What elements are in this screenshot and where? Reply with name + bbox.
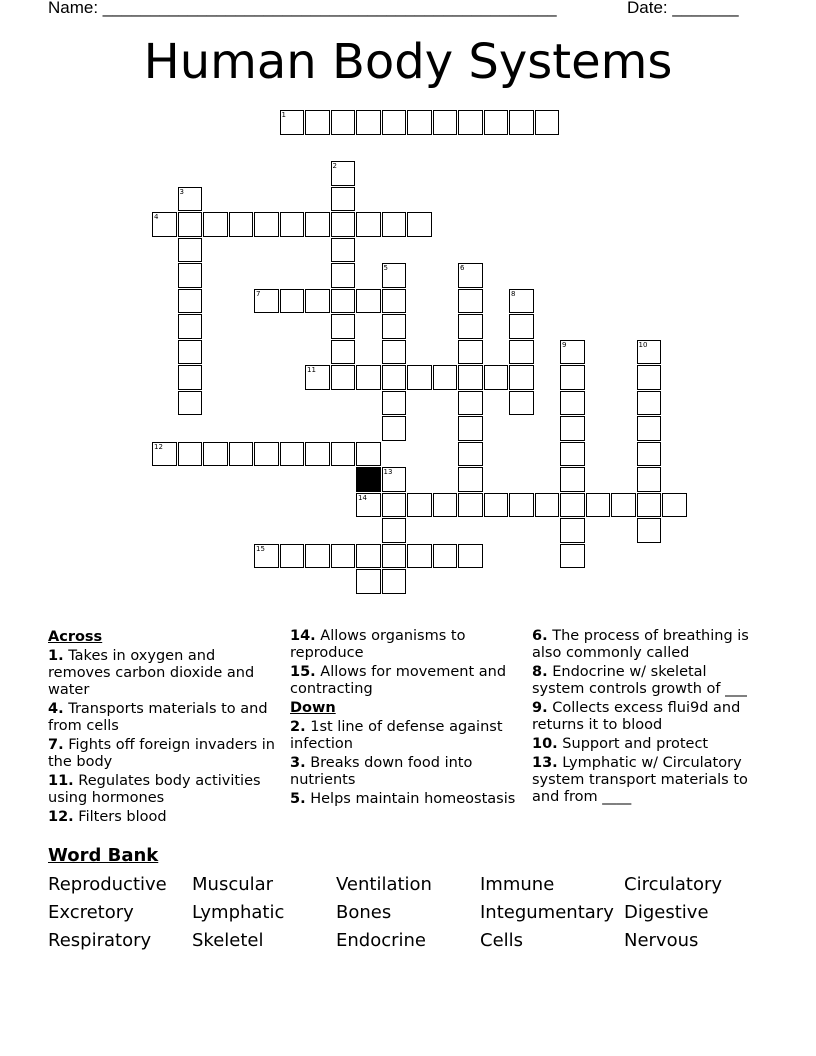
crossword-cell[interactable] <box>458 110 483 135</box>
word-bank-item: Respiratory <box>48 930 152 951</box>
clue-number: 9 <box>562 340 567 349</box>
crossword-cell[interactable] <box>331 544 356 569</box>
crossword-cell[interactable] <box>458 289 483 314</box>
clue-across-11: 11. Regulates body activities using hormones <box>48 773 261 806</box>
crossword-cell[interactable] <box>560 442 585 467</box>
clue-number: 11 <box>307 366 316 374</box>
clue-down-3: 3. Breaks down food into nutrients <box>290 755 473 788</box>
word-bank-item: Cells <box>480 930 524 951</box>
word-bank-item: Lymphatic <box>192 902 285 923</box>
crossword-cell[interactable] <box>178 238 203 263</box>
crossword-cell[interactable] <box>407 493 432 518</box>
clues-column-3 <box>532 628 762 808</box>
crossword-cell[interactable] <box>560 365 585 390</box>
clue-number: 3 <box>179 187 184 196</box>
crossword-cell[interactable] <box>280 442 305 467</box>
crossword-cell[interactable] <box>382 416 407 441</box>
crossword-cell[interactable] <box>637 365 662 390</box>
crossword-cell[interactable] <box>509 365 534 390</box>
clues-column-2 <box>290 628 520 810</box>
crossword-cell[interactable] <box>331 314 356 339</box>
page-title: Human Body Systems <box>143 34 673 90</box>
crossword-cell[interactable] <box>178 263 203 288</box>
crossword-cell[interactable] <box>637 416 662 441</box>
clue-down-5: 5. Helps maintain homeostasis <box>290 791 516 807</box>
crossword-cell[interactable] <box>382 544 407 569</box>
crossword-cell[interactable] <box>458 467 483 492</box>
crossword-cell[interactable] <box>535 110 560 135</box>
crossword-cell[interactable] <box>586 493 611 518</box>
clue-number: 1 <box>281 111 286 119</box>
clue-number: 7 <box>256 289 261 298</box>
crossword-cell[interactable] <box>560 391 585 416</box>
crossword-cell[interactable] <box>433 544 458 569</box>
clue-number: 13 <box>383 468 393 476</box>
crossword-cell[interactable] <box>178 212 203 237</box>
crossword-cell[interactable] <box>535 493 560 518</box>
word-bank-item: Skeletel <box>192 930 264 951</box>
clue-down-2: 2. 1st line of defense against infection <box>290 719 503 752</box>
crossword-cell[interactable] <box>560 467 585 492</box>
crossword-cell[interactable] <box>331 110 356 135</box>
crossword-cell[interactable] <box>331 238 356 263</box>
crossword-cell[interactable] <box>280 212 305 237</box>
word-bank-item: Nervous <box>624 930 699 951</box>
crossword-cell[interactable] <box>382 569 407 594</box>
crossword-cell[interactable] <box>382 493 407 518</box>
clue-across-14: 14. Allows organisms to reproduce <box>290 628 466 661</box>
word-bank-title: Word Bank <box>48 845 159 866</box>
word-bank-item: Immune <box>480 874 555 895</box>
crossword-cell[interactable] <box>433 110 458 135</box>
clue-number: 12 <box>154 442 163 451</box>
crossword-cell[interactable] <box>356 569 381 594</box>
crossword-cell[interactable] <box>458 493 483 518</box>
clue-number: 6 <box>460 264 465 272</box>
crossword-cell[interactable] <box>637 493 662 518</box>
word-bank-item: Endocrine <box>336 930 426 951</box>
crossword-cell[interactable] <box>560 518 585 543</box>
clue-number: 14 <box>358 493 367 502</box>
crossword-cell[interactable] <box>407 212 432 237</box>
crossword-cell[interactable] <box>560 493 585 518</box>
clue-number: 10 <box>638 340 648 349</box>
crossword-cell[interactable] <box>637 442 662 467</box>
crossword-cell[interactable] <box>382 365 407 390</box>
word-bank-item: Excretory <box>48 902 134 923</box>
crossword-cell[interactable] <box>637 518 662 543</box>
clue-number: 5 <box>383 264 388 272</box>
crossword-cell[interactable] <box>356 365 381 390</box>
crossword-cell[interactable] <box>458 365 483 390</box>
clue-down-13: 13. Lymphatic w/ Circulatory system transport materials to and from ____ <box>532 755 748 805</box>
crossword-cell[interactable] <box>382 518 407 543</box>
crossword-cell[interactable] <box>509 493 534 518</box>
clue-down-6: 6. The process of breathing is also commonly called <box>532 628 749 661</box>
crossword-cell[interactable] <box>509 314 534 339</box>
clue-down-10: 10. Support and protect <box>532 736 709 752</box>
crossword-cell[interactable] <box>178 442 203 467</box>
crossword-cell[interactable] <box>407 110 432 135</box>
clue-across-1: 1. Takes in oxygen and removes carbon dioxide and water <box>48 648 255 698</box>
word-bank-item: Bones <box>336 902 392 923</box>
crossword-cell[interactable] <box>331 212 356 237</box>
crossword-cell[interactable] <box>203 442 228 467</box>
clue-number: 2 <box>332 162 337 170</box>
crossword-cell[interactable] <box>382 110 407 135</box>
crossword-cell[interactable] <box>229 212 254 237</box>
crossword-cell[interactable] <box>484 110 509 135</box>
crossword-cell[interactable] <box>662 493 687 518</box>
black-square <box>356 467 381 492</box>
crossword-cell[interactable] <box>305 212 330 237</box>
crossword-cell[interactable] <box>458 442 483 467</box>
crossword-cell[interactable] <box>331 442 356 467</box>
crossword-cell[interactable] <box>178 365 203 390</box>
crossword-cell[interactable] <box>305 442 330 467</box>
crossword-cell[interactable] <box>458 416 483 441</box>
crossword-cell[interactable] <box>254 212 279 237</box>
crossword-cell[interactable] <box>229 442 254 467</box>
word-bank-item: Ventilation <box>336 874 432 895</box>
crossword-cell[interactable] <box>458 391 483 416</box>
clue-across-15: 15. Allows for movement and contracting <box>290 664 507 697</box>
date-field-label: Date: _______ <box>627 0 739 17</box>
down-heading: Down <box>290 700 336 716</box>
crossword-cell[interactable] <box>433 365 458 390</box>
word-bank-item: Reproductive <box>48 874 167 895</box>
crossword-cell[interactable] <box>356 289 381 314</box>
crossword-cell[interactable] <box>356 110 381 135</box>
clue-number: 15 <box>256 544 265 553</box>
crossword-cell[interactable] <box>331 365 356 390</box>
crossword-cell[interactable] <box>433 493 458 518</box>
crossword-cell[interactable] <box>382 391 407 416</box>
word-bank-item: Muscular <box>192 874 274 895</box>
crossword-cell[interactable] <box>382 212 407 237</box>
crossword-cell[interactable] <box>458 314 483 339</box>
crossword-cell[interactable] <box>254 442 279 467</box>
crossword-cell[interactable] <box>178 289 203 314</box>
crossword-cell[interactable] <box>382 314 407 339</box>
crossword-cell[interactable] <box>280 544 305 569</box>
crossword-cell[interactable] <box>560 544 585 569</box>
word-bank-item: Digestive <box>624 902 709 923</box>
clues-column-1 <box>48 628 278 828</box>
crossword-cell[interactable] <box>305 110 330 135</box>
crossword-cell[interactable] <box>509 110 534 135</box>
crossword-cell[interactable] <box>382 289 407 314</box>
crossword-cell[interactable] <box>331 289 356 314</box>
crossword-cell[interactable] <box>458 340 483 365</box>
crossword-cell[interactable] <box>331 340 356 365</box>
crossword-cell[interactable] <box>178 391 203 416</box>
crossword-cell[interactable] <box>509 340 534 365</box>
crossword-cell[interactable] <box>484 493 509 518</box>
clue-across-4: 4. Transports materials to and from cells <box>48 701 268 734</box>
crossword-cell[interactable] <box>560 416 585 441</box>
name-field-label: Name: ________________________________________________ <box>48 0 557 17</box>
word-bank-item: Integumentary <box>480 902 614 923</box>
crossword-cell[interactable] <box>484 365 509 390</box>
crossword-cell[interactable] <box>611 493 636 518</box>
crossword-cell[interactable] <box>305 289 330 314</box>
clue-down-9: 9. Collects excess flui9d and returns it to blood <box>532 700 741 733</box>
crossword-cell[interactable] <box>178 340 203 365</box>
clue-number: 4 <box>154 213 159 221</box>
crossword-cell[interactable] <box>331 187 356 212</box>
crossword-cell[interactable] <box>331 263 356 288</box>
clue-number: 8 <box>511 289 516 298</box>
crossword-cell[interactable] <box>203 212 228 237</box>
crossword-cell[interactable] <box>382 340 407 365</box>
crossword-cell[interactable] <box>637 467 662 492</box>
crossword-cell[interactable] <box>407 544 432 569</box>
across-heading: Across <box>48 629 103 645</box>
crossword-cell[interactable] <box>356 442 381 467</box>
crossword-cell[interactable] <box>305 544 330 569</box>
crossword-cell[interactable] <box>280 289 305 314</box>
crossword-cell[interactable] <box>407 365 432 390</box>
word-bank-item: Circulatory <box>624 874 723 895</box>
clue-down-8: 8. Endocrine w/ skeletal system controls growth of ___ <box>532 664 747 697</box>
crossword-cell[interactable] <box>178 314 203 339</box>
clue-across-7: 7. Fights off foreign invaders in the body <box>48 737 275 770</box>
crossword-cell[interactable] <box>637 391 662 416</box>
clue-across-12: 12. Filters blood <box>48 809 167 825</box>
crossword-cell[interactable] <box>356 212 381 237</box>
crossword-cell[interactable] <box>356 544 381 569</box>
crossword-cell[interactable] <box>509 391 534 416</box>
crossword-cell[interactable] <box>458 544 483 569</box>
